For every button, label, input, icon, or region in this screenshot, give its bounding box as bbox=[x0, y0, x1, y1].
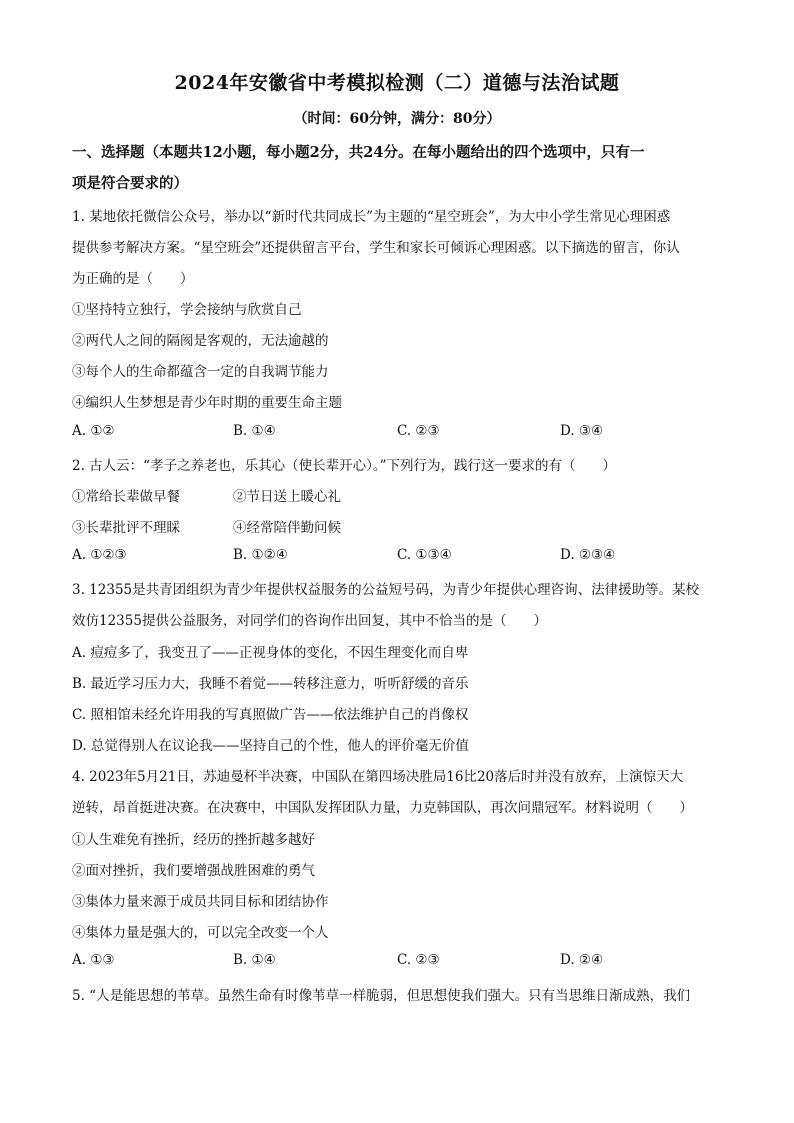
q4-option-c: C. ②③ bbox=[397, 952, 440, 968]
q3-option-d: D. 总觉得别人在议论我——坚持自己的个性，他人的评价毫无价值 bbox=[72, 738, 469, 754]
q4-item: ④集体力量是强大的，可以完全改变一个人 bbox=[72, 925, 329, 941]
page-title: 2024年安徽省中考模拟检测（二）道德与法治试题 bbox=[174, 72, 620, 94]
q4-item: ②面对挫折，我们要增强战胜困难的勇气 bbox=[72, 863, 315, 879]
q2-option-b: B. ①②④ bbox=[233, 547, 288, 563]
q4-option-b: B. ①④ bbox=[233, 952, 276, 968]
q3-stem: 3. 12355是共青团组织为青少年提供权益服务的公益短号码，为青少年提供心理咨询、法律援助等。某校 bbox=[72, 582, 700, 598]
exam-info: （时间：60分钟，满分：80分） bbox=[293, 111, 501, 127]
q1-item: ④编织人生梦想是青少年时期的重要生命主题 bbox=[72, 395, 342, 411]
q1-stem: 为正确的是（ ） bbox=[72, 271, 194, 287]
q4-item: ③集体力量来源于成员共同目标和团结协作 bbox=[72, 894, 329, 910]
q2-option-d: D. ②③④ bbox=[560, 547, 616, 563]
q4-stem: 逆转，昂首挺进决赛。在决赛中，中国队发挥团队力量，力克韩国队，再次问鼎冠军。材料说明（ ） bbox=[72, 800, 693, 816]
q2-item: ②节日送上暖心礼 bbox=[233, 489, 341, 505]
q3-option-c: C. 照相馆未经允许用我的写真照做广告——依法维护自己的肖像权 bbox=[72, 707, 469, 723]
q1-option-a: A. ①② bbox=[72, 423, 115, 439]
q4-item: ①人生难免有挫折，经历的挫折越多越好 bbox=[72, 832, 315, 848]
q1-item: ③每个人的生命都蕴含一定的自我调节能力 bbox=[72, 364, 329, 380]
q2-item: ④经常陪伴勤问候 bbox=[233, 520, 341, 536]
q5-stem: 5. “人是能思想的苇草。虽然生命有时像苇草一样脆弱，但思想使我们强大。只有当思维日渐成熟，我们 bbox=[72, 988, 691, 1004]
q4-stem: 4. 2023年5月21日，苏迪曼杯半决赛，中国队在第四场决胜局16比20落后时并没有放弃，上演惊天大 bbox=[72, 769, 684, 785]
q2-stem: 2. 古人云：“孝子之养老也，乐其心（使长辈开心）。”下列行为，践行这一要求的有（ ） bbox=[72, 458, 616, 474]
q3-stem: 效仿12355提供公益服务，对同学们的咨询作出回复，其中不恰当的是（ ） bbox=[72, 613, 547, 629]
section-heading: 一、选择题（本题共12小题，每小题2分，共24分。在每小题给出的四个选项中，只有一 bbox=[72, 144, 645, 161]
q1-item: ②两代人之间的隔阂是客观的，无法逾越的 bbox=[72, 333, 329, 349]
q4-option-a: A. ①③ bbox=[72, 952, 115, 968]
q2-option-a: A. ①②③ bbox=[72, 547, 127, 563]
q3-option-a: A. 痘痘多了，我变丑了——正视身体的变化，不因生理变化而自卑 bbox=[72, 645, 469, 661]
section-heading-cont: 项是符合要求的） bbox=[72, 175, 188, 192]
q4-option-d: D. ②④ bbox=[560, 952, 604, 968]
q1-item: ①坚持特立独行，学会接纳与欣赏自己 bbox=[72, 302, 302, 318]
q2-item: ①常给长辈做早餐 bbox=[72, 489, 180, 505]
q1-stem: 1. 某地依托微信公众号，举办以“新时代共同成长”为主题的“星空班会”，为大中小学生常见心理困惑 bbox=[72, 209, 671, 225]
q1-stem: 提供参考解决方案。“星空班会”还提供留言平台，学生和家长可倾诉心理困惑。以下摘选的留言，你认 bbox=[72, 240, 680, 256]
q3-option-b: B. 最近学习压力大，我睡不着觉——转移注意力，听听舒缓的音乐 bbox=[72, 676, 469, 692]
q2-item: ③长辈批评不理睬 bbox=[72, 520, 180, 536]
q2-option-c: C. ①③④ bbox=[397, 547, 452, 563]
q1-option-d: D. ③④ bbox=[560, 423, 604, 439]
q1-option-c: C. ②③ bbox=[397, 423, 440, 439]
q1-option-b: B. ①④ bbox=[233, 423, 276, 439]
